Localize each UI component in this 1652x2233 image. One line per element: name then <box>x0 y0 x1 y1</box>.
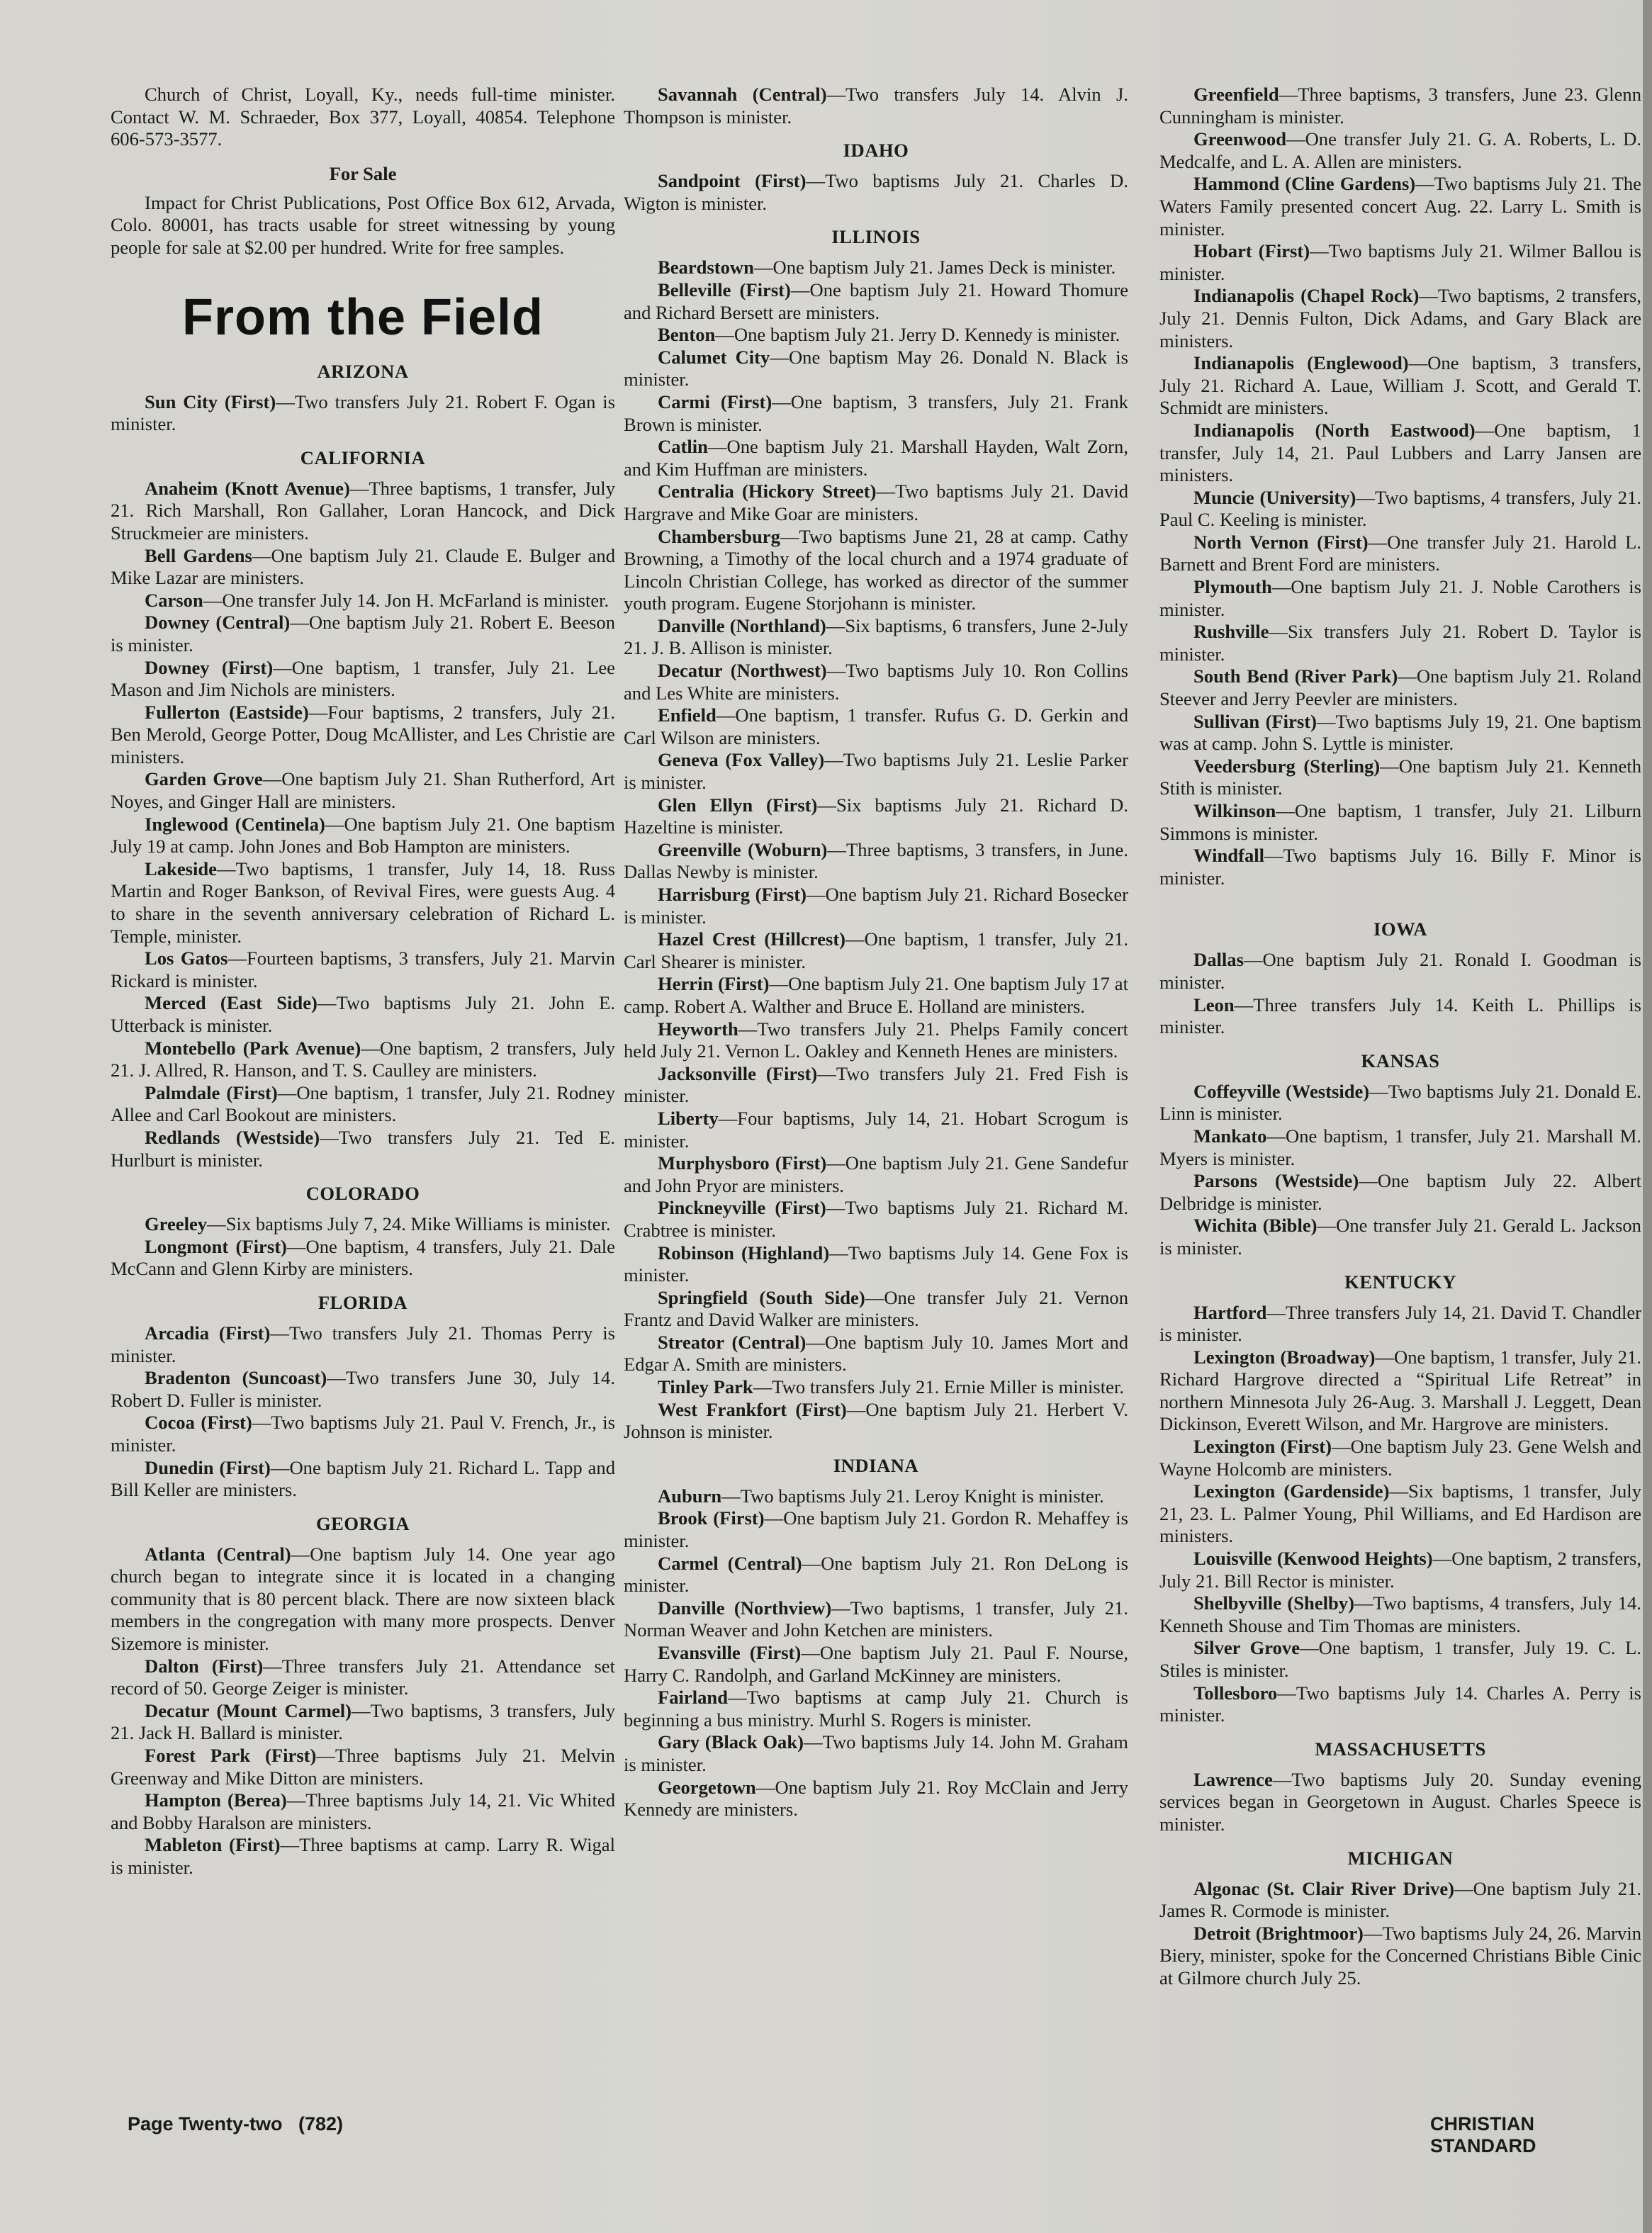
church-entry: Lexington (Gardenside)—Six baptisms, 1 transfer, July 21, 23. L. Palmer Young, Phil Williams, and Ed Hardison are ministers. <box>1159 1480 1641 1547</box>
state-heading: ARIZONA <box>317 360 409 382</box>
church-entry: Rushville—Six transfers July 21. Robert D. Taylor is minister. <box>1159 621 1641 665</box>
church-entry: Lexington (First)—One baptism July 23. Gene Welsh and Wayne Holcomb are ministers. <box>1159 1436 1641 1480</box>
church-entry: Greenville (Woburn)—Three baptisms, 3 transfers, in June. Dallas Newby is minister. <box>624 838 1128 883</box>
church-entry: Chambersburg—Two baptisms June 21, 28 at camp. Cathy Browning, a Timothy of the local church and a 1974 graduate of Lincoln Christian College, has worked as director of the summer youth program. Eugene Storjohann is minister. <box>624 525 1128 614</box>
church-entry: Sun City (First)—Two transfers July 21. Robert F. Ogan is minister. <box>111 390 615 435</box>
church-entry: Evansville (First)—One baptism July 21. Paul F. Nourse, Harry C. Randolph, and Garland McKinney are ministers. <box>624 1642 1128 1686</box>
church-entry: Detroit (Brightmoor)—Two baptisms July 24, 26. Marvin Biery, minister, spoke for the Concerned Christians Bible Cinic at Gilmore church July 25. <box>1159 1922 1641 1989</box>
classified-loyall: Church of Christ, Loyall, Ky., needs full-time minister. Contact W. M. Schraeder, Box 377, Loyall, 40854. Telephone 606-573-3577. <box>111 84 615 150</box>
church-entry: Carson—One transfer July 14. Jon H. McFarland is minister. <box>145 589 609 611</box>
church-entry: Garden Grove—One baptism July 21. Shan Rutherford, Art Noyes, and Ginger Hall are ministers. <box>111 768 615 813</box>
state-heading: FLORIDA <box>318 1291 408 1313</box>
state-colorado <box>111 1182 615 1281</box>
church-entry: Downey (Central)—One baptism July 21. Robert E. Beeson is minister. <box>111 612 615 656</box>
church-entry: Tollesboro—Two baptisms July 14. Charles A. Perry is minister. <box>1159 1682 1641 1726</box>
church-entry: Fairland—Two baptisms at camp July 21. Church is beginning a bus ministry. Murhl S. Rogers is minister. <box>624 1687 1128 1731</box>
church-entry: Merced (East Side)—Two baptisms July 21. John E. Utterback is minister. <box>111 992 615 1036</box>
church-entry: Beardstown—One baptism July 21. James Deck is minister. <box>658 257 1116 279</box>
state-michigan <box>1159 1847 1641 1990</box>
church-entry: Forest Park (First)—Three baptisms July 21. Melvin Greenway and Mike Ditton are ministers. <box>111 1745 615 1789</box>
state-heading: KENTUCKY <box>1344 1271 1456 1293</box>
church-entry: Harrisburg (First)—One baptism July 21. Richard Bosecker is minister. <box>624 884 1128 928</box>
church-entry: Inglewood (Centinela)—One baptism July 21. One baptism July 19 at camp. John Jones and Bob Hampton are ministers. <box>111 813 615 857</box>
church-entry: Dunedin (First)—One baptism July 21. Richard L. Tapp and Bill Keller are ministers. <box>111 1456 615 1501</box>
church-entry: Tinley Park—Two transfers July 21. Ernie Miller is minister. <box>658 1376 1125 1398</box>
church-entry: Springfield (South Side)—One transfer July 21. Vernon Frantz and David Walker are ministers. <box>624 1286 1128 1331</box>
church-entry: South Bend (River Park)—One baptism July 21. Roland Steever and Jerry Peevler are ministers. <box>1159 665 1641 710</box>
church-entry: Wichita (Bible)—One transfer July 21. Gerald L. Jackson is minister. <box>1159 1215 1641 1259</box>
state-arizona <box>111 360 615 436</box>
church-entry: Hampton (Berea)—Three baptisms July 14, 21. Vic Whited and Bobby Haralson are ministers. <box>111 1789 615 1833</box>
church-entry: Coffeyville (Westside)—Two baptisms July 21. Donald E. Linn is minister. <box>1159 1080 1641 1125</box>
church-entry: Indianapolis (Chapel Rock)—Two baptisms, 2 transfers, July 21. Dennis Fulton, Dick Adams, and Gary Black are ministers. <box>1159 285 1641 351</box>
church-entry: Catlin—One baptism July 21. Marshall Hayden, Walt Zorn, and Kim Huffman are ministers. <box>624 436 1128 480</box>
church-entry: Indianapolis (North Eastwood)—One baptism, 1 transfer, July 14, 21. Paul Lubbers and Larry Jansen are ministers. <box>1159 419 1641 486</box>
church-entry: Atlanta (Central)—One baptism July 14. One year ago church began to integrate since it is located in a changing community that is 80 percent black. There are now sixteen black members in the congregation with many more prospects. Denver Sizemore is minister. <box>111 1543 615 1655</box>
state-kansas <box>1159 1050 1641 1260</box>
church-entry: Dalton (First)—Three transfers July 21. Attendance set record of 50. George Zeiger is minister. <box>111 1655 615 1699</box>
church-entry: Fullerton (Eastside)—Four baptisms, 2 transfers, July 21. Ben Merold, George Potter, Doug McAllister, and Les Christie are ministers. <box>111 701 615 767</box>
church-entry: Lakeside—Two baptisms, 1 transfer, July 14, 18. Russ Martin and Roger Bankson, of Revival Fires, were guests Aug. 4 to share in the seventh anniversary celebration of Richard L. Temple, minister. <box>111 857 615 947</box>
church-entry: Algonac (St. Clair River Drive)—One baptism July 21. James R. Cormode is minister. <box>1159 1877 1641 1922</box>
page-edge-shadow <box>1643 0 1652 2233</box>
column-3 <box>1159 84 1641 2107</box>
church-entry: Anaheim (Knott Avenue)—Three baptisms, 1 transfer, July 21. Rich Marshall, Ron Gallaher, Loran Hancock, and Dick Struckmeier are ministers. <box>111 477 615 544</box>
church-entry: Brook (First)—One baptism July 21. Gordon R. Mehaffey is minister. <box>624 1507 1128 1552</box>
for-sale-heading: For Sale <box>329 162 397 184</box>
church-entry: Sullivan (First)—Two baptisms July 19, 21. One baptism was at camp. John S. Lyttle is minister. <box>1159 710 1641 755</box>
state-california <box>111 446 615 1171</box>
church-entry: Centralia (Hickory Street)—Two baptisms July 21. David Hargrave and Mike Goar are ministers. <box>624 480 1128 524</box>
state-heading: COLORADO <box>305 1183 420 1205</box>
church-entry: Longmont (First)—One baptism, 4 transfers, July 21. Dale McCann and Glenn Kirby are ministers. <box>111 1235 615 1280</box>
church-entry: Parsons (Westside)—One baptism July 22. Albert Delbridge is minister. <box>1159 1170 1641 1214</box>
state-heading: MICHIGAN <box>1347 1847 1454 1869</box>
church-entry: Redlands (Westside)—Two transfers July 21. Ted E. Hurlburt is minister. <box>111 1126 615 1171</box>
church-entry: Jacksonville (First)—Two transfers July 21. Fred Fish is minister. <box>624 1062 1128 1107</box>
church-entry: Shelbyville (Shelby)—Two baptisms, 4 transfers, July 14. Kenneth Shouse and Tim Thomas are ministers. <box>1159 1592 1641 1636</box>
church-entry: Downey (First)—One baptism, 1 transfer, July 21. Lee Mason and Jim Nichols are ministers. <box>111 656 615 701</box>
church-entry: West Frankfort (First)—One baptism July 21. Herbert V. Johnson is minister. <box>624 1398 1128 1443</box>
church-entry: Windfall—Two baptisms July 16. Billy F. Minor is minister. <box>1159 845 1641 889</box>
section-title: From the Field <box>181 288 544 346</box>
church-entry: Indianapolis (Englewood)—One baptism, 3 transfers, July 21. Richard A. Laue, William J. Scott, and Gerald T. Schmidt are ministers. <box>1159 352 1641 419</box>
church-entry: Montebello (Park Avenue)—One baptism, 2 transfers, July 21. J. Allred, R. Hanson, and T. S. Caulley are ministers. <box>111 1037 615 1081</box>
state-idaho <box>624 139 1128 215</box>
classified-for-sale: Impact for Christ Publications, Post Office Box 612, Arvada, Colo. 80001, has tracts usable for street witnessing by young people for sale at $2.00 per hundred. Write for free samples. <box>111 191 615 258</box>
church-entry: Silver Grove—One baptism, 1 transfer, July 19. C. L. Stiles is minister. <box>1159 1637 1641 1681</box>
church-entry: Muncie (University)—Two baptisms, 4 transfers, July 21. Paul C. Keeling is minister. <box>1159 486 1641 531</box>
church-entry: Mableton (First)—Three baptisms at camp. Larry R. Wigal is minister. <box>111 1834 615 1878</box>
magazine-name: CHRISTIAN STANDARD <box>1430 2113 1536 2156</box>
church-entry: Streator (Central)—One baptism July 10. James Mort and Edgar A. Smith are ministers. <box>624 1331 1128 1376</box>
state-illinois <box>624 225 1128 1443</box>
state-florida <box>111 1291 615 1502</box>
church-entry: Lexington (Broadway)—One baptism, 1 transfer, July 21. Richard Hargrove directed a “Spiritual Life Retreat” in northern Minnesota July 26-Aug. 3. Marshall J. Leggett, Dean Dickinson, Everett Wilson, and Mr. Hargrove are ministers. <box>1159 1346 1641 1435</box>
church-entry: Palmdale (First)—One baptism, 1 transfer, July 21. Rodney Allee and Carl Bookout are ministers. <box>111 1081 615 1126</box>
church-entry: Bell Gardens—One baptism July 21. Claude E. Bulger and Mike Lazar are ministers. <box>111 544 615 589</box>
church-entry: Louisville (Kenwood Heights)—One baptism, 2 transfers, July 21. Bill Rector is minister. <box>1159 1548 1641 1592</box>
church-entry: North Vernon (First)—One transfer July 21. Harold L. Barnett and Brent Ford are ministers. <box>1159 531 1641 575</box>
church-entry: Calumet City—One baptism May 26. Donald N. Black is minister. <box>624 346 1128 390</box>
state-kentucky <box>1159 1271 1641 1727</box>
church-entry: Lawrence—Two baptisms July 20. Sunday evening services began in Georgetown in August. Charles Speece is minister. <box>1159 1768 1641 1835</box>
church-entry: Georgetown—One baptism July 21. Roy McClain and Jerry Kennedy are ministers. <box>624 1776 1128 1821</box>
church-entry: Leon—Three transfers July 14. Keith L. Phillips is minister. <box>1159 994 1641 1038</box>
state-iowa <box>1159 918 1641 1038</box>
page-number: Page Twenty-two (782) <box>128 2113 344 2134</box>
church-entry: Danville (Northland)—Six baptisms, 6 transfers, June 2-July 21. J. B. Allison is minister. <box>624 614 1128 659</box>
church-entry: Danville (Northview)—Two baptisms, 1 transfer, July 21. Norman Weaver and John Ketchen are ministers. <box>624 1597 1128 1641</box>
church-entry: Liberty—Four baptisms, July 14, 21. Hobart Scrogum is minister. <box>624 1107 1128 1152</box>
church-entry: Hartford—Three transfers July 14, 21. David T. Chandler is minister. <box>1159 1301 1641 1346</box>
church-entry: Murphysboro (First)—One baptism July 21. Gene Sandefur and John Pryor are ministers. <box>624 1152 1128 1196</box>
church-entry: Decatur (Mount Carmel)—Two baptisms, 3 transfers, July 21. Jack H. Ballard is minister. <box>111 1699 615 1744</box>
church-entry: Carmel (Central)—One baptism July 21. Ron DeLong is minister. <box>624 1552 1128 1597</box>
church-entry: Los Gatos—Fourteen baptisms, 3 transfers, July 21. Marvin Rickard is minister. <box>111 947 615 991</box>
state-indiana <box>624 1454 1128 1821</box>
church-entry: Hobart (First)—Two baptisms July 21. Wilmer Ballou is minister. <box>1159 240 1641 284</box>
church-entry: Gary (Black Oak)—Two baptisms July 14. John M. Graham is minister. <box>624 1731 1128 1775</box>
church-entry: Plymouth—One baptism July 21. J. Noble Carothers is minister. <box>1159 576 1641 620</box>
state-massachusetts <box>1159 1738 1641 1836</box>
church-entry: Wilkinson—One baptism, 1 transfer, July 21. Lilburn Simmons is minister. <box>1159 800 1641 844</box>
church-entry: Veedersburg (Sterling)—One baptism July 21. Kenneth Stith is minister. <box>1159 755 1641 799</box>
church-entry: Savannah (Central)—Two transfers July 14. Alvin J. Thompson is minister. <box>624 84 1128 128</box>
church-entry: Dallas—One baptism July 21. Ronald I. Goodman is minister. <box>1159 949 1641 993</box>
church-entry: Pinckneyville (First)—Two baptisms July 21. Richard M. Crabtree is minister. <box>624 1197 1128 1241</box>
church-entry: Enfield—One baptism, 1 transfer. Rufus G. D. Gerkin and Carl Wilson are ministers. <box>624 704 1128 748</box>
church-entry: Arcadia (First)—Two transfers July 21. Thomas Perry is minister. <box>111 1322 615 1366</box>
church-entry: Benton—One baptism July 21. Jerry D. Kennedy is minister. <box>658 324 1120 346</box>
column-2 <box>624 84 1128 2107</box>
state-georgia <box>111 1512 615 1879</box>
church-entry: Glen Ellyn (First)—Six baptisms July 21. Richard D. Hazeltine is minister. <box>624 794 1128 838</box>
church-entry: Greeley—Six baptisms July 7, 24. Mike Williams is minister. <box>145 1213 611 1235</box>
church-entry: Bradenton (Suncoast)—Two transfers June 30, July 14. Robert D. Fuller is minister. <box>111 1367 615 1411</box>
church-entry: Hammond (Cline Gardens)—Two baptisms July 21. The Waters Family presented concert Aug. 22. Larry L. Smith is minister. <box>1159 173 1641 240</box>
state-heading: CALIFORNIA <box>300 446 426 468</box>
church-entry: Carmi (First)—One baptism, 3 transfers, July 21. Frank Brown is minister. <box>624 390 1128 435</box>
church-entry: Auburn—Two baptisms July 21. Leroy Knight is minister. <box>658 1485 1104 1507</box>
church-entry: Sandpoint (First)—Two baptisms July 21. Charles D. Wigton is minister. <box>624 170 1128 214</box>
state-heading: IOWA <box>1373 918 1427 940</box>
church-entry: Decatur (Northwest)—Two baptisms July 10. Ron Collins and Les White are ministers. <box>624 660 1128 704</box>
church-entry: Heyworth—Two transfers July 21. Phelps Family concert held July 21. Vernon L. Oakley and Kenneth Henes are ministers. <box>624 1018 1128 1062</box>
column-1 <box>111 84 615 2107</box>
church-entry: Robinson (Highland)—Two baptisms July 14. Gene Fox is minister. <box>624 1242 1128 1286</box>
church-entry: Greenwood—One transfer July 21. G. A. Roberts, L. D. Medcalfe, and L. A. Allen are ministers. <box>1159 128 1641 172</box>
state-heading: KANSAS <box>1361 1050 1440 1071</box>
state-heading: IDAHO <box>843 140 909 162</box>
state-heading: GEORGIA <box>315 1512 410 1534</box>
state-heading: INDIANA <box>833 1454 919 1476</box>
church-entry: Geneva (Fox Valley)—Two baptisms July 21. Leslie Parker is minister. <box>624 749 1128 794</box>
church-entry: Herrin (First)—One baptism July 21. One baptism July 17 at camp. Robert A. Walther and Bruce E. Holland are ministers. <box>624 973 1128 1017</box>
state-heading: ILLINOIS <box>831 226 921 248</box>
church-entry: Cocoa (First)—Two baptisms July 21. Paul V. French, Jr., is minister. <box>111 1412 615 1456</box>
church-entry: Belleville (First)—One baptism July 21. Howard Thomure and Richard Bersett are ministers. <box>624 279 1128 323</box>
state-heading: MASSACHUSETTS <box>1315 1738 1486 1760</box>
church-entry: Greenfield—Three baptisms, 3 transfers, June 23. Glenn Cunningham is minister. <box>1159 84 1641 128</box>
church-entry: Hazel Crest (Hillcrest)—One baptism, 1 transfer, July 21. Carl Shearer is minister. <box>624 928 1128 972</box>
church-entry: Mankato—One baptism, 1 transfer, July 21. Marshall M. Myers is minister. <box>1159 1125 1641 1169</box>
